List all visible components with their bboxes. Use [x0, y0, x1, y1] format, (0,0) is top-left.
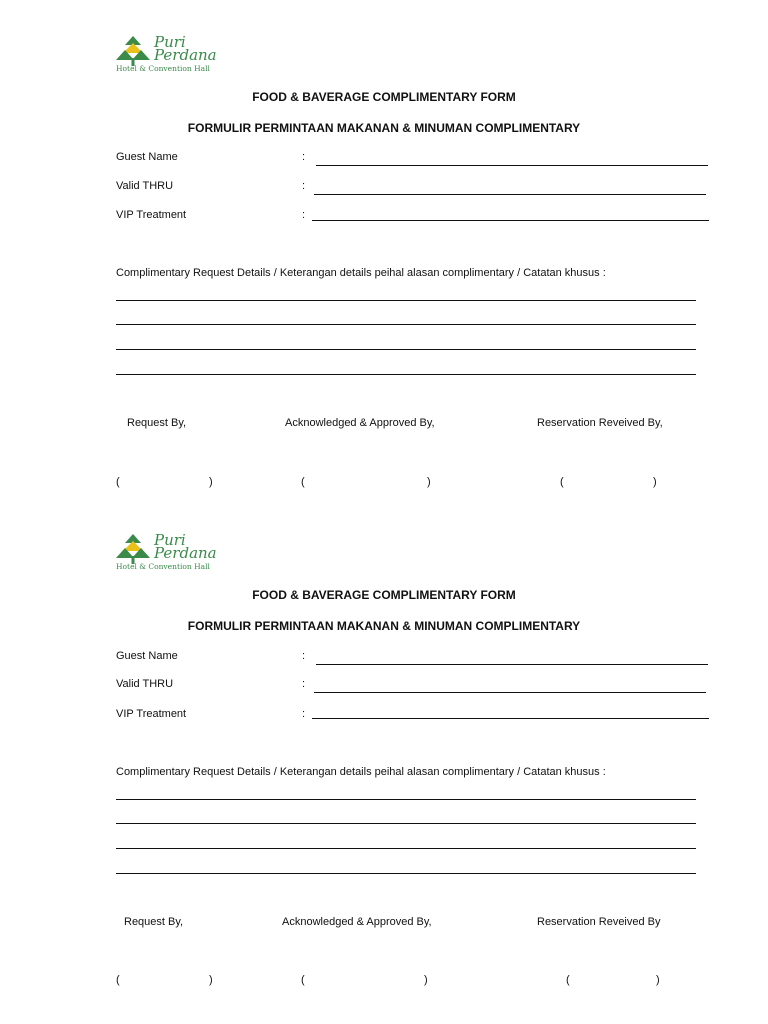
- guest-name-field[interactable]: [316, 664, 708, 665]
- reservation-close-paren: ): [656, 974, 660, 986]
- tree-logo-icon: [116, 36, 150, 66]
- reservation-open-paren: (: [566, 974, 570, 986]
- details-line-2[interactable]: [116, 324, 696, 325]
- vip-treatment-label: VIP Treatment: [116, 209, 187, 221]
- guest-name-colon: :: [302, 650, 306, 662]
- details-line-2[interactable]: [116, 823, 696, 824]
- details-line-1[interactable]: [116, 300, 696, 301]
- form-subtitle: FORMULIR PERMINTAAN MAKANAN & MINUMAN COMPLIMENTARY: [187, 619, 581, 633]
- logo-name-line2: Perdana: [154, 544, 217, 562]
- vip-treatment-field[interactable]: [312, 718, 709, 719]
- valid-thru-colon: :: [302, 678, 306, 690]
- request-by-close-paren: ): [209, 974, 213, 986]
- details-label: Complimentary Request Details / Keterangan details peihal alasan complimentary / Catatan khusus :: [116, 766, 606, 778]
- valid-thru-label: Valid THRU: [116, 678, 174, 690]
- form-title: FOOD & BAVERAGE COMPLIMENTARY FORM: [252, 588, 516, 602]
- hotel-logo: [116, 34, 226, 76]
- approved-by-close-paren: ): [427, 476, 431, 488]
- request-by-open-paren: (: [116, 974, 120, 986]
- approved-by-open-paren: (: [301, 974, 305, 986]
- vip-treatment-label: VIP Treatment: [116, 708, 187, 720]
- guest-name-label: Guest Name: [116, 650, 178, 662]
- logo-name-line2: Perdana: [154, 46, 217, 64]
- request-by-label: Request By,: [127, 417, 187, 429]
- logo-tagline: Hotel & Convention Hall: [116, 64, 210, 73]
- reservation-received-label: Reservation Reveived By: [537, 916, 661, 928]
- approved-by-open-paren: (: [301, 476, 305, 488]
- vip-treatment-field[interactable]: [312, 220, 709, 221]
- approved-by-close-paren: ): [424, 974, 428, 986]
- reservation-open-paren: (: [560, 476, 564, 488]
- tree-logo-icon: [116, 534, 150, 564]
- form-title: FOOD & BAVERAGE COMPLIMENTARY FORM: [252, 90, 516, 104]
- reservation-close-paren: ): [653, 476, 657, 488]
- guest-name-label: Guest Name: [116, 151, 178, 163]
- request-by-open-paren: (: [116, 476, 120, 488]
- details-line-1[interactable]: [116, 799, 696, 800]
- request-by-label: Request By,: [124, 916, 184, 928]
- logo-name-line1: Puri: [154, 33, 186, 51]
- valid-thru-field[interactable]: [314, 692, 706, 693]
- hotel-logo: [116, 532, 226, 574]
- approved-by-label: Acknowledged & Approved By,: [285, 417, 435, 429]
- logo-tagline: Hotel & Convention Hall: [116, 562, 210, 571]
- reservation-received-label: Reservation Reveived By,: [537, 417, 663, 429]
- guest-name-colon: :: [302, 151, 306, 163]
- complimentary-form-1: [0, 0, 768, 500]
- valid-thru-colon: :: [302, 180, 306, 192]
- request-by-close-paren: ): [209, 476, 213, 488]
- details-label: Complimentary Request Details / Keterangan details peihal alasan complimentary / Catatan khusus :: [116, 267, 606, 279]
- vip-treatment-colon: :: [302, 708, 306, 720]
- complimentary-form-2: [0, 498, 768, 998]
- details-line-4[interactable]: [116, 873, 696, 874]
- valid-thru-label: Valid THRU: [116, 180, 174, 192]
- guest-name-field[interactable]: [316, 165, 708, 166]
- approved-by-label: Acknowledged & Approved By,: [282, 916, 432, 928]
- vip-treatment-colon: :: [302, 209, 306, 221]
- form-subtitle: FORMULIR PERMINTAAN MAKANAN & MINUMAN COMPLIMENTARY: [187, 121, 581, 135]
- details-line-3[interactable]: [116, 349, 696, 350]
- logo-name-line1: Puri: [154, 531, 186, 549]
- valid-thru-field[interactable]: [314, 194, 706, 195]
- details-line-4[interactable]: [116, 374, 696, 375]
- details-line-3[interactable]: [116, 848, 696, 849]
